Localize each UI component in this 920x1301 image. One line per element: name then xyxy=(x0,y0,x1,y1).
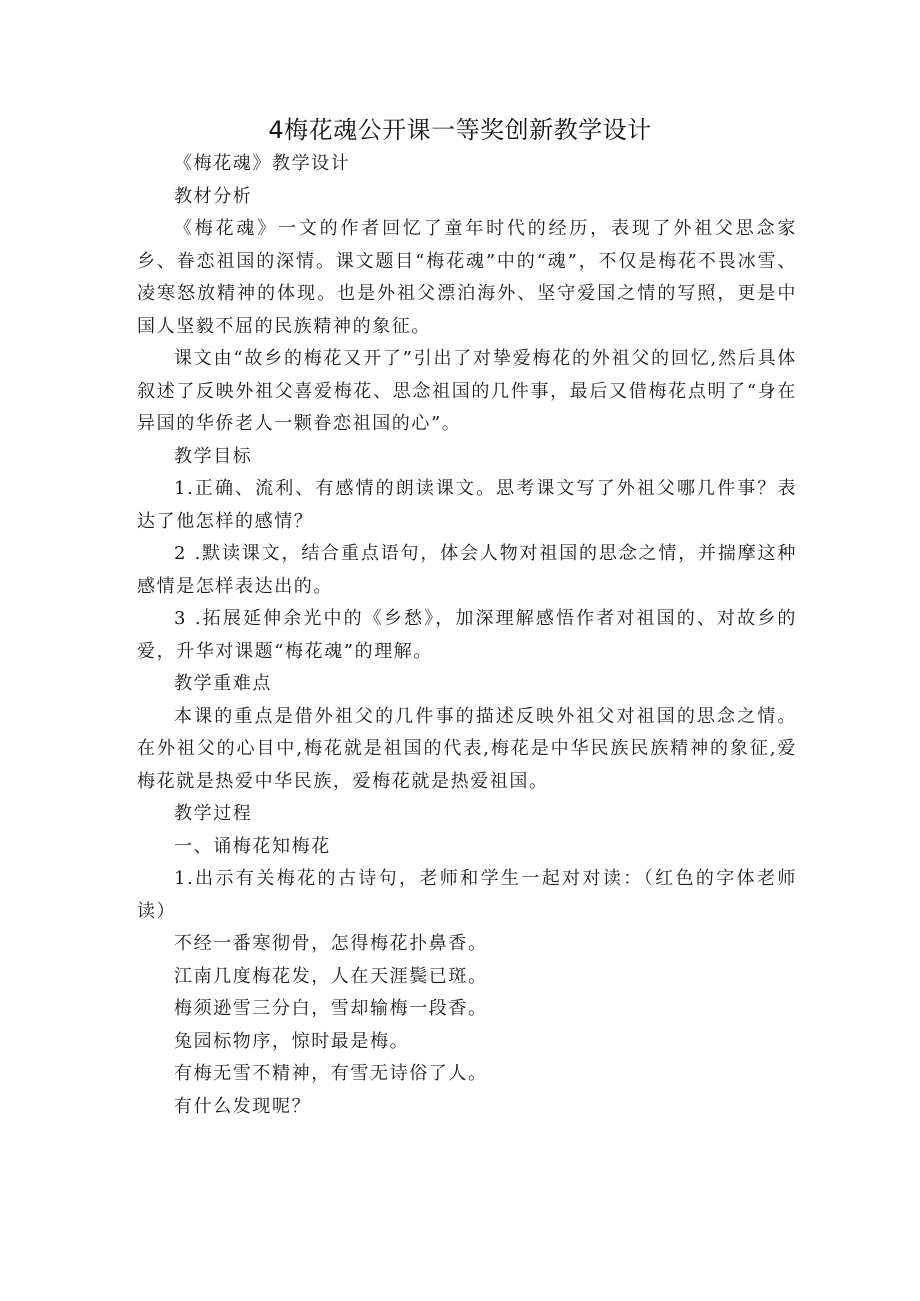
document-title: 4梅花魂公开课一等奖创新教学设计 xyxy=(268,116,652,144)
body-paragraph: 1.出示有关梅花的古诗句，老师和学生一起对对读：（红色的字体老师读） xyxy=(137,868,797,922)
section-heading: 教材分析 xyxy=(174,185,253,207)
poem-line: 兔园标物序，惊时最是梅。 xyxy=(174,1030,410,1052)
section-heading: 教学重难点 xyxy=(174,673,272,694)
section-heading: 教学目标 xyxy=(174,445,253,467)
body-paragraph: 3 .拓展延伸余光中的《乡愁》，加深理解感悟作者对祖国的、对故乡的爱，升华对课题“梅花魂”的理解。 xyxy=(137,608,797,662)
section-heading: 一、诵梅花知梅花 xyxy=(174,835,331,857)
section-heading: 教学过程 xyxy=(174,803,253,824)
body-paragraph: 有什么发现呢？ xyxy=(174,1095,312,1117)
body-paragraph: 2 .默读课文，结合重点语句，体会人物对祖国的思念之情，并揣摩这种感情是怎样表达出的。 xyxy=(137,543,797,597)
poem-line: 有梅无雪不精神，有雪无诗俗了人。 xyxy=(174,1063,488,1084)
poem-line: 不经一番寒彻骨，怎得梅花扑鼻香。 xyxy=(174,933,488,954)
poem-line: 梅须逊雪三分白，雪却输梅一段香。 xyxy=(174,998,488,1019)
poem-line: 江南几度梅花发，人在天涯鬓已斑。 xyxy=(174,965,488,987)
body-paragraph: 1.正确、流利、有感情的朗读课文。思考课文写了外祖父哪几件事？表达了他怎样的感情？ xyxy=(137,478,797,532)
body-paragraph: 课文由“故乡的梅花又开了”引出了对挚爱梅花的外祖父的回忆,然后具体叙述了反映外祖父喜爱梅花、思念祖国的几件事，最后又借梅花点明了“身在异国的华侨老人一颗眷恋祖国的心”。 xyxy=(137,348,797,434)
section-heading: 《梅花魂》教学设计 xyxy=(174,153,351,174)
body-paragraph: 本课的重点是借外祖父的几件事的描述反映外祖父对祖国的思念之情。在外祖父的心目中,梅花就是祖国的代表,梅花是中华民族民族精神的象征,爱梅花就是热爱中华民族，爱梅花就是热爱祖国。 xyxy=(137,705,797,792)
document-body xyxy=(137,148,797,1123)
body-paragraph: 《梅花魂》一文的作者回忆了童年时代的经历，表现了外祖父思念家乡、眷恋祖国的深情。课文题目“梅花魂”中的“魂”，不仅是梅花不畏冰雪、凌寒怒放精神的体现。也是外祖父漂泊海外、坚守爱国之情的写照，更是中国人坚毅不屈的民族精神的象征。 xyxy=(137,218,797,337)
